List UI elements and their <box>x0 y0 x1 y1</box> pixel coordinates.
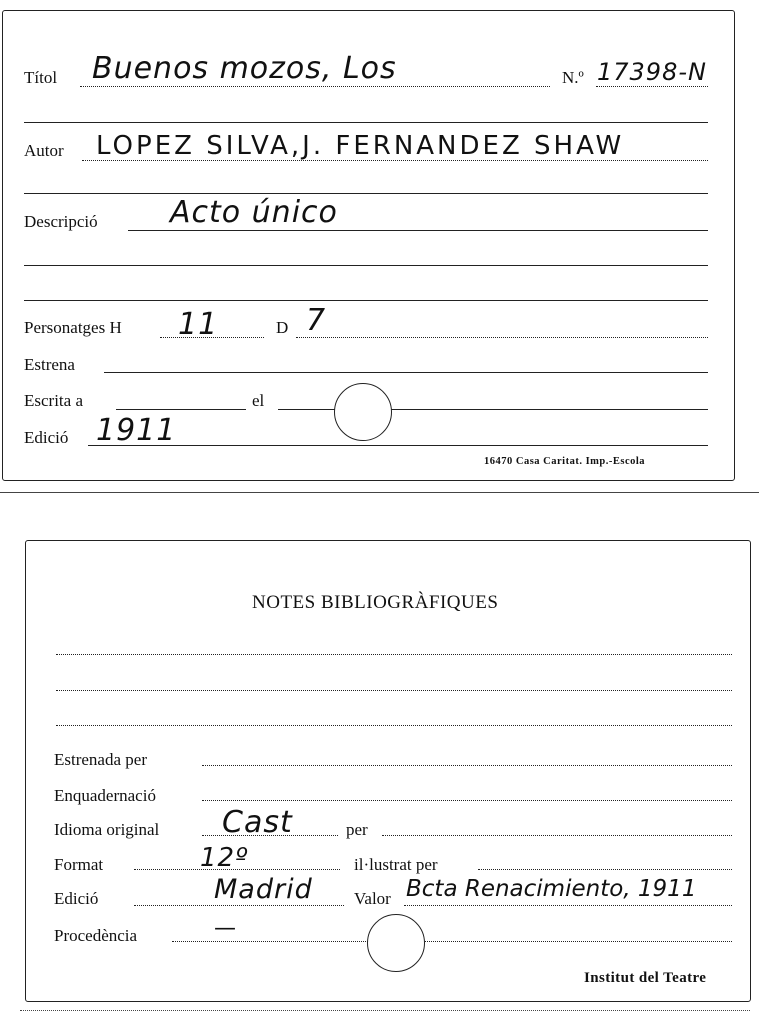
idioma-label: Idioma original <box>54 820 160 839</box>
procedencia-line <box>172 941 732 942</box>
escrita-a-line <box>116 409 246 410</box>
edicio-label: Edició <box>24 428 69 447</box>
format-label: Format <box>54 855 104 874</box>
titol-value: Buenos mozos, Los <box>92 51 397 86</box>
edicio-line <box>88 445 708 446</box>
illustrat-line <box>478 869 732 870</box>
descripcio-line <box>128 230 708 231</box>
descripcio-value: Acto único <box>170 195 338 230</box>
valor-label: Valor <box>354 889 391 908</box>
numero-value: 17398-N <box>597 58 707 86</box>
enquadernacio-label: Enquadernació <box>54 786 156 805</box>
estrenada-line <box>202 765 732 766</box>
ruled-line <box>24 122 708 123</box>
back-edicio-value: Madrid <box>214 874 313 905</box>
valor-line <box>404 905 732 906</box>
format-value: 12º <box>200 843 249 873</box>
titol-line <box>80 86 550 87</box>
ruled-line <box>24 265 708 266</box>
autor-value: LOPEZ SILVA,J. FERNANDEZ SHAW <box>96 131 625 161</box>
ruled-line <box>56 690 732 691</box>
valor-value: Bcta Renacimiento, 1911 <box>406 876 697 902</box>
estrena-label: Estrena <box>24 355 75 374</box>
personatges-h-label: Personatges H <box>24 318 122 337</box>
escrita-label: Escrita a <box>24 391 83 410</box>
procedencia-value: — <box>214 916 237 941</box>
card-separator <box>0 492 759 493</box>
estrenada-label: Estrenada per <box>54 750 147 769</box>
descripcio-label: Descripció <box>24 212 98 231</box>
ruled-line <box>24 193 708 194</box>
autor-label: Autor <box>24 141 64 160</box>
institution-name: Institut del Teatre <box>584 970 707 986</box>
back-edicio-line <box>134 905 344 906</box>
titol-label: Títol <box>24 68 58 87</box>
personatges-d-label: D <box>276 318 289 337</box>
edicio-value: 1911 <box>96 413 177 448</box>
ruled-line <box>56 654 732 655</box>
illustrat-label: il·lustrat per <box>354 855 438 874</box>
idioma-value: Cast <box>222 805 293 840</box>
back-edicio-label: Edició <box>54 889 99 908</box>
numero-line <box>596 86 708 87</box>
ruled-line <box>24 300 708 301</box>
punch-hole <box>367 914 425 972</box>
personatges-h-value: 11 <box>178 307 219 342</box>
personatges-d-value: 7 <box>306 303 327 338</box>
idioma-per-line <box>382 835 732 836</box>
enquadernacio-line <box>202 800 732 801</box>
procedencia-label: Procedència <box>54 926 138 945</box>
bottom-edge <box>20 1010 750 1011</box>
printer-imprint: 16470 Casa Caritat. Imp.-Escola <box>484 456 646 467</box>
estrena-line <box>104 372 708 373</box>
idioma-per-label: per <box>346 820 368 839</box>
notes-title: NOTES BIBLIOGRÀFIQUES <box>252 592 499 613</box>
ruled-line <box>56 725 732 726</box>
personatges-d-line <box>296 337 708 338</box>
numero-label: N.º <box>562 68 584 87</box>
escrita-el-label: el <box>252 391 265 410</box>
punch-hole <box>334 383 392 441</box>
